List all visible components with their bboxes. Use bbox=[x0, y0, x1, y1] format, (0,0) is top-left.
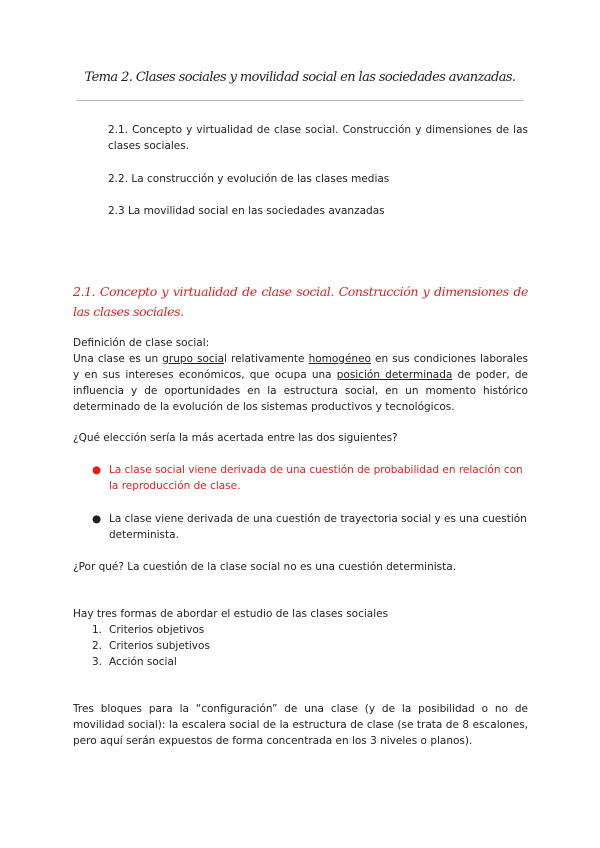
definition-text: Una clase es un bbox=[73, 353, 163, 365]
bullet-text-highlighted: La clase social viene derivada de una cuestión de probabilidad en relación con la reproducción de clase. bbox=[109, 464, 523, 492]
definition-text: en sus condiciones laborales y en sus intereses económicos, que ocupa una bbox=[73, 353, 529, 381]
bullet-text: La clase viene derivada de una cuestión de trayectoria social y es una cuestión determinista. bbox=[109, 513, 527, 541]
toc-item-2-3: 2.3 La movilidad social en las sociedades avanzadas bbox=[108, 205, 385, 217]
toc-item-2-1: 2.1. Concepto y virtualidad de clase social. Construcción y dimensiones de las clases sociales. bbox=[108, 124, 528, 152]
list-number: 2. bbox=[92, 640, 103, 652]
definition-text: l relativamente bbox=[224, 353, 309, 365]
underlined-term: homogéneo bbox=[308, 353, 371, 365]
list-number: 1. bbox=[92, 624, 103, 636]
question-paragraph: ¿Qué elección sería la más acertada entre las dos siguientes? bbox=[73, 432, 398, 444]
list-text: Criterios objetivos bbox=[109, 624, 205, 636]
bullet-icon: ● bbox=[92, 513, 102, 525]
underlined-term: grupo socia bbox=[162, 353, 225, 365]
bullet-icon: ● bbox=[92, 464, 102, 476]
toc-item-2-2: 2.2. La construcción y evolución de las clases medias bbox=[108, 173, 390, 185]
document-title: Tema 2. Clases sociales y movilidad social en las sociedades avanzadas. bbox=[84, 70, 516, 85]
why-paragraph: ¿Por qué? La cuestión de la clase social no es una cuestión determinista. bbox=[73, 561, 457, 573]
list-number: 3. bbox=[92, 656, 103, 668]
definition-label: Definición de clase social: bbox=[73, 337, 210, 349]
bloques-paragraph: Tres bloques para la “configuración” de una clase (y de la posibilidad o no de movilidad social): la escalera social de la estructura de clase (se trata de 8 escalones, pero aquí serán expuestos de forma concentrada en los 3 niveles o planos). bbox=[73, 703, 528, 747]
list-text: Criterios subjetivos bbox=[109, 640, 210, 652]
list-text: Acción social bbox=[109, 656, 177, 668]
underlined-term: posición determinada bbox=[336, 369, 453, 381]
section-heading: 2.1. Concepto y virtualidad de clase social. Construcción y dimensiones de las clases sociales. bbox=[73, 284, 528, 319]
definition-paragraph bbox=[73, 351, 528, 415]
definition-text: de poder, de influencia y de oportunidades en la estructura social, en un momento histórico determinado de la evolución de los sistemas productivos y tecnológicos. bbox=[73, 369, 528, 413]
formas-intro: Hay tres formas de abordar el estudio de las clases sociales bbox=[73, 608, 389, 620]
title-divider bbox=[76, 100, 524, 101]
